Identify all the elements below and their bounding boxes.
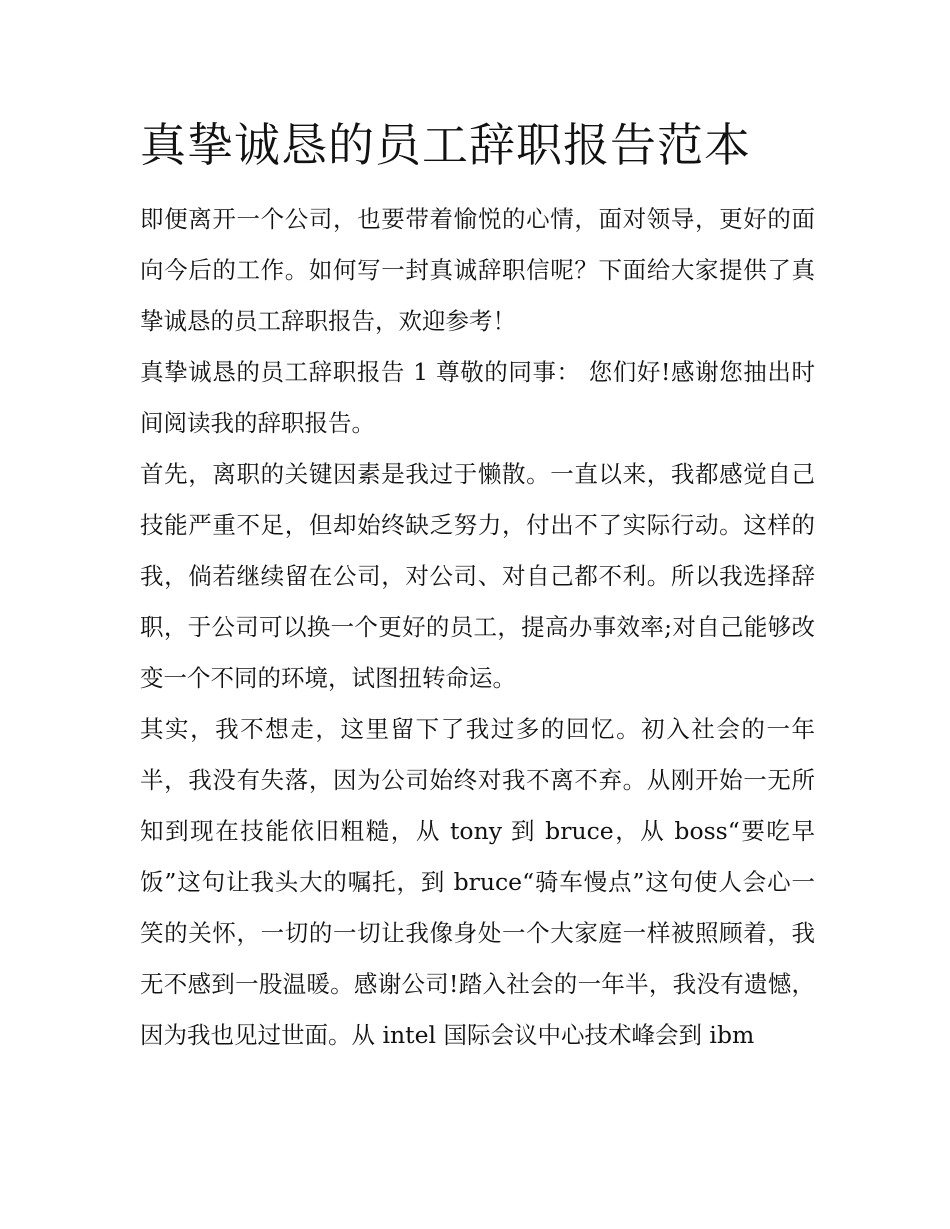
document-body bbox=[140, 112, 815, 1061]
memories-paragraph: 其实，我不想走，这里留下了我过多的回忆。初入社会的一年半，我没有失落，因为公司始终对我不离不弃。从刚开始一无所知到现在技能依旧粗糙，从 tony 到 bruce，从 boss“要吃早饭”这句让我头大的嘱托，到 bruce“骑车慢点”这句使人会心一笑的关怀，一切的一切让我像身处一个大家庭一样被照顾着，我无不感到一股温暖。感谢公司!踏入社会的一年半，我没有遗憾，因为我也见过世面。从 intel 国际会议中心技术峰会到 ibm bbox=[140, 715, 815, 1049]
reason-paragraph: 首先，离职的关键因素是我过于懒散。一直以来，我都感觉自己技能严重不足，但却始终缺乏努力，付出不了实际行动。这样的我，倘若继续留在公司，对公司、对自己都不利。所以我选择辞职，于公司可以换一个更好的员工，提高办事效率;对自己能够改变一个不同的环境，试图扭转命运。 bbox=[140, 460, 815, 692]
intro-paragraph: 即便离开一个公司，也要带着愉悦的心情，面对领导，更好的面向今后的工作。如何写一封真诚辞职信呢？下面给大家提供了真挚诚恳的员工辞职报告，欢迎参考！ bbox=[140, 205, 815, 335]
document-title: 真挚诚恳的员工辞职报告范本 bbox=[140, 118, 751, 172]
salutation-paragraph: 真挚诚恳的员工辞职报告 1 尊敬的同事： 您们好!感谢您抽出时间阅读我的辞职报告。 bbox=[140, 358, 815, 437]
